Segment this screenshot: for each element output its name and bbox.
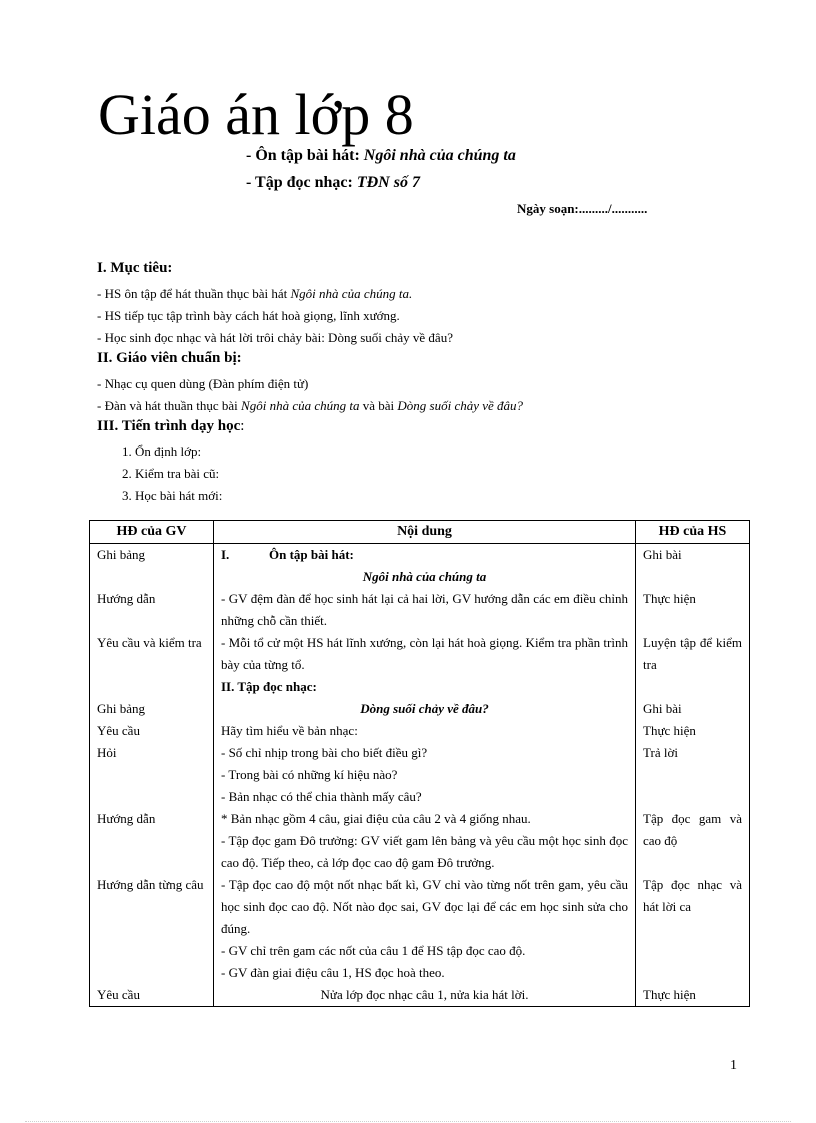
content-cell [214, 742, 636, 808]
table-row [90, 720, 750, 742]
table-row [90, 698, 750, 720]
content-line: Hãy tìm hiểu về bản nhạc: [221, 723, 358, 738]
teacher-activity-cell: Hỏi [90, 742, 214, 808]
teacher-activity-cell [90, 676, 214, 698]
table-row [90, 632, 750, 676]
student-activity-cell: Ghi bài [636, 544, 750, 567]
student-activity-cell: Thực hiện [636, 588, 750, 632]
content-cell [214, 808, 636, 874]
section-number: I. [221, 547, 230, 562]
preparation-line: - Nhạc cụ quen dùng (Đàn phím điện tử) [97, 376, 309, 391]
student-activity-cell: Ghi bài [636, 698, 750, 720]
process-item: 1. Ổn định lớp: [122, 444, 202, 459]
subtitle-sight-reading [246, 174, 420, 192]
subtitle-label: - Ôn tập bài hát: [246, 147, 364, 164]
teacher-activity-cell: Yêu cầu [90, 984, 214, 1007]
table-row [90, 808, 750, 874]
table-row [90, 984, 750, 1007]
content-line: II. Tập đọc nhạc: [221, 679, 317, 694]
content-cell [214, 566, 636, 588]
objective-line: - HS tiếp tục tập trình bày cách hát hoà giọng, lĩnh xướng. [97, 308, 400, 323]
process-item: 2. Kiểm tra bài cũ: [122, 466, 220, 481]
student-activity-cell: Thực hiện [636, 720, 750, 742]
header-teacher: HĐ của GV [90, 521, 214, 544]
content-line: - Tập đọc cao độ một nốt nhạc bất kì, GV chỉ vào từng nốt trên gam, yêu cầu học sinh đọc cao độ. Nốt nào đọc sai, GV đọc lại để các em học sinh sửa cho đúng. [221, 877, 628, 936]
student-activity-cell: Thực hiện [636, 984, 750, 1007]
subtitle-song-review [246, 147, 516, 165]
content-cell [214, 698, 636, 720]
section-preparation-heading: II. Giáo viên chuẩn bị: [97, 350, 242, 366]
table-row [90, 676, 750, 698]
teacher-activity-cell: Yêu cầu và kiểm tra [90, 632, 214, 676]
student-activity-cell [636, 566, 750, 588]
section-process-heading: III. Tiến trình dạy học: [97, 418, 245, 434]
section-title: Ôn tập bài hát: [269, 547, 354, 562]
content-line: - Trong bài có những kí hiệu nào? [221, 767, 398, 782]
table-row [90, 742, 750, 808]
teacher-activity-cell: Hướng dẫn [90, 808, 214, 874]
teacher-activity-cell: Yêu cầu [90, 720, 214, 742]
content-line: - GV chỉ trên gam các nốt của câu 1 để HS tập đọc cao độ. [221, 943, 526, 958]
content-cell [214, 632, 636, 676]
objective-line: - HS ôn tập để hát thuần thục bài hát Ngôi nhà của chúng ta. [97, 286, 413, 301]
teacher-activity-cell: Ghi bảng [90, 544, 214, 567]
page-bottom-rule [25, 1121, 791, 1122]
teacher-activity-cell: Hướng dẫn từng câu [90, 874, 214, 984]
content-cell [214, 588, 636, 632]
content-cell [214, 544, 636, 567]
content-cell [214, 720, 636, 742]
content-line: - Mỗi tổ cử một HS hát lĩnh xướng, còn lại hát hoà giọng. Kiểm tra phần trình bày của từng tổ. [221, 635, 628, 672]
content-cell [214, 676, 636, 698]
content-line: - Số chỉ nhịp trong bài cho biết điều gì? [221, 745, 428, 760]
student-activity-cell: Luyện tập để kiểm tra [636, 632, 750, 676]
student-activity-cell: Trả lời [636, 742, 750, 808]
subtitle-value: TĐN số 7 [356, 174, 420, 191]
date-line: Ngày soạn:........./........... [517, 201, 648, 216]
header-student: HĐ của HS [636, 521, 750, 544]
student-activity-cell: Tập đọc nhạc và hát lời ca [636, 874, 750, 984]
content-section-heading [221, 544, 628, 566]
teacher-activity-cell: Ghi bảng [90, 698, 214, 720]
teacher-activity-cell: Hướng dẫn [90, 588, 214, 632]
table-row [90, 874, 750, 984]
content-line: * Bản nhạc gồm 4 câu, giai điệu của câu 2 và 4 giống nhau. [221, 811, 531, 826]
content-line: Dòng suối chảy về đâu? [360, 701, 489, 716]
student-activity-cell: Tập đọc gam và cao độ [636, 808, 750, 874]
objective-line: - Học sinh đọc nhạc và hát lời trôi chảy bài: Dòng suối chảy về đâu? [97, 330, 453, 345]
content-line: Ngôi nhà của chúng ta [362, 569, 487, 584]
preparation-line: - Đàn và hát thuần thục bài Ngôi nhà của chúng ta và bài Dòng suối chảy về đâu? [97, 398, 524, 413]
page-title: Giáo án lớp 8 [98, 82, 414, 147]
table-row [90, 588, 750, 632]
subtitle-label: - Tập đọc nhạc: [246, 174, 357, 191]
table-row [90, 544, 750, 567]
section-objectives-heading: I. Mục tiêu: [97, 260, 173, 276]
table-header-row [90, 521, 750, 544]
page-number: 1 [730, 1058, 737, 1073]
lesson-table [89, 520, 750, 1007]
subtitle-value: Ngôi nhà của chúng ta [363, 147, 516, 164]
content-line: Nửa lớp đọc nhạc câu 1, nửa kia hát lời. [320, 987, 529, 1002]
content-line: - GV đàn giai điệu câu 1, HS đọc hoà theo. [221, 965, 445, 980]
header-content: Nội dung [214, 521, 636, 544]
table-row [90, 566, 750, 588]
content-cell [214, 984, 636, 1007]
teacher-activity-cell [90, 566, 214, 588]
content-cell [214, 874, 636, 984]
content-line: - GV đệm đàn để học sinh hát lại cả hai lời, GV hướng dẫn các em điều chỉnh những chỗ cần thiết. [221, 591, 628, 628]
content-line: - Tập đọc gam Đô trưởng: GV viết gam lên bảng và yêu cầu một học sinh đọc cao độ. Tiếp theo, cả lớp đọc cao độ gam Đô trưởng. [221, 833, 628, 870]
process-item: 3. Học bài hát mới: [122, 488, 223, 503]
student-activity-cell [636, 676, 750, 698]
content-line: - Bản nhạc có thể chia thành mấy câu? [221, 789, 422, 804]
